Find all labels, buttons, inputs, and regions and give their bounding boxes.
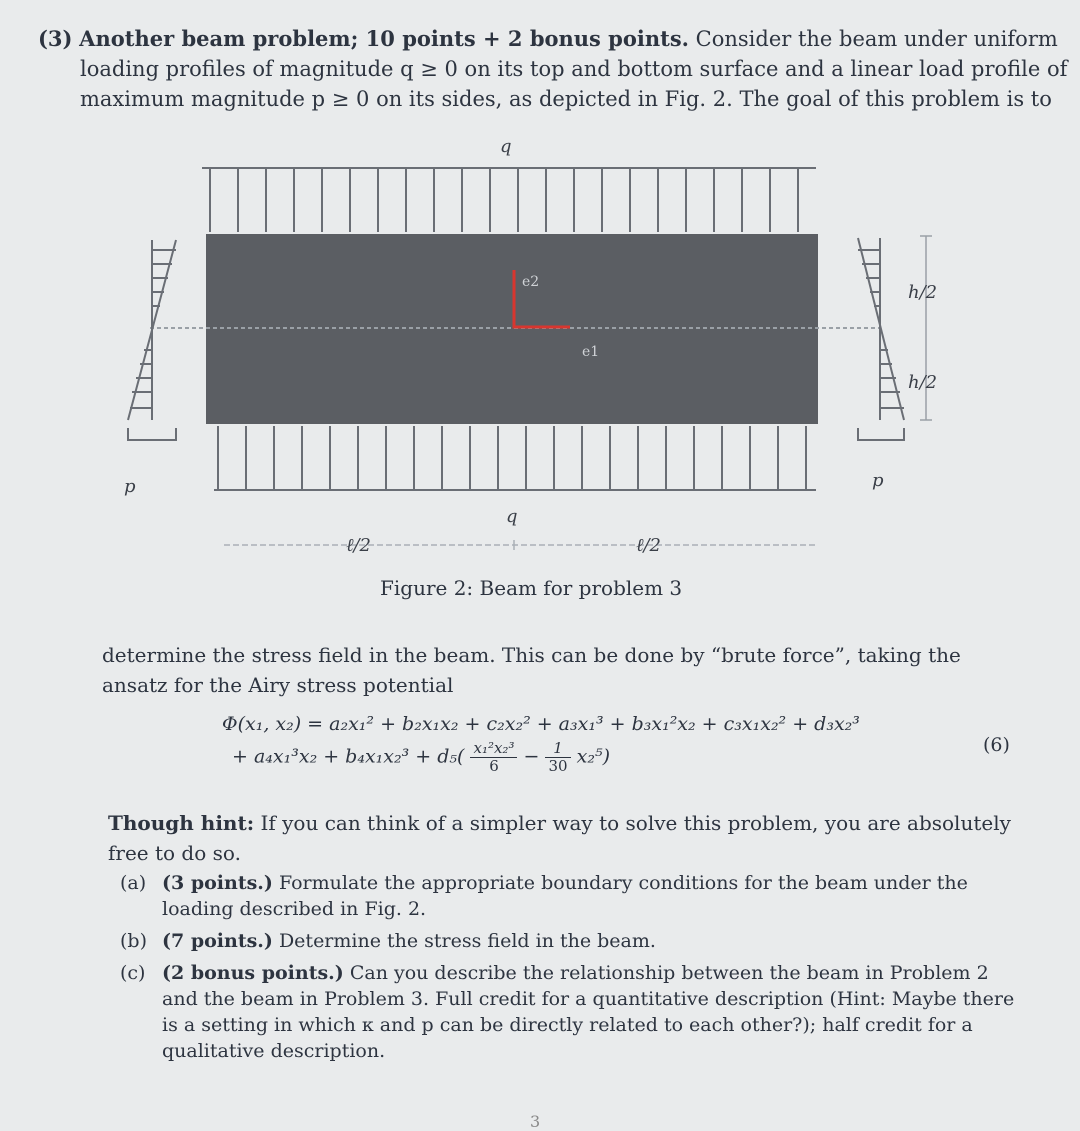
subproblem-a [120, 870, 1020, 922]
left-side-load [128, 240, 176, 440]
equation-line-2 [222, 740, 1022, 775]
length-dimension [224, 540, 818, 550]
subproblem-b-points: (7 points.) [162, 930, 273, 952]
bottom-load-arrows [218, 426, 806, 490]
subproblem-a-label: (a) [120, 872, 147, 894]
subproblem-a-points: (3 points.) [162, 872, 273, 894]
page-number: 3 [530, 1112, 541, 1131]
body-paragraph: determine the stress field in the beam. This can be done by “brute force”, taking the ansatz for the Airy stress potential [102, 643, 961, 697]
label-l-left: ℓ/2 [346, 535, 372, 556]
subproblem-c [120, 960, 1020, 1064]
equation-line-1: Φ(x₁, x₂) = a₂x₁² + b₂x₁x₂ + c₂x₂² + a₃x₁³ + b₃x₁²x₂ + c₃x₁x₂² + d₃x₂³ [222, 713, 860, 735]
problem-intro-3: maximum magnitude p ≥ 0 on its sides, as depicted in Fig. 2. The goal of this problem is to [80, 87, 1052, 111]
right-side-load [858, 238, 904, 440]
hint-text: If you can think of a simpler way to solve this problem, you are absolutely free to do so. [108, 811, 1011, 865]
subproblem-a-text: Formulate the appropriate boundary conditions for the beam under the loading described in Fig. 2. [162, 872, 968, 920]
label-l-right: ℓ/2 [636, 535, 662, 556]
label-p-right: p [872, 470, 884, 491]
top-load-arrows [210, 168, 798, 232]
hint-paragraph [108, 808, 1028, 868]
label-q-top: q [500, 136, 512, 157]
label-e2: e2 [522, 274, 540, 290]
beam-figure [0, 130, 1080, 600]
figure-caption: Figure 2: Beam for problem 3 [380, 576, 683, 600]
subproblem-b-label: (b) [120, 930, 147, 952]
label-h-upper: h/2 [908, 282, 938, 303]
subproblem-c-text: Can you describe the relationship between the beam in Problem 2 and the beam in Problem 3. Full credit for a quantitative description (Hint: Maybe there is a setting in which κ and p can be directly related to each other?); half credit for a qualitative description. [162, 962, 1015, 1062]
fraction-1-numerator: x₁²x₂³ [470, 740, 517, 758]
subproblem-c-label: (c) [120, 962, 146, 984]
problem-title: Another beam problem; 10 points + 2 bonus points. [79, 26, 689, 51]
subproblem-b [120, 928, 1020, 954]
fraction-1-denominator: 6 [489, 757, 499, 775]
airy-equation [222, 708, 1022, 775]
problem-intro-1: Consider the beam under uniform [695, 27, 1058, 51]
hint-label: Though hint: [108, 811, 255, 835]
equation-tail: x₂⁵) [576, 745, 610, 768]
label-h-lower: h/2 [908, 372, 938, 393]
subproblem-c-points: (2 bonus points.) [162, 962, 344, 984]
equation-line-2-prefix: + a₄x₁³x₂ + b₄x₁x₂³ + d₅( [232, 745, 465, 768]
problem-intro-2: loading profiles of magnitude q ≥ 0 on its top and bottom surface and a linear load profile of [80, 57, 1068, 81]
label-p-left: p [124, 476, 136, 497]
subproblem-list [120, 870, 1020, 1070]
subproblem-b-text: Determine the stress field in the beam. [278, 930, 656, 952]
label-q-bottom: q [506, 506, 518, 527]
equation-fraction-2 [545, 740, 570, 775]
equation-number: (6) [983, 734, 1010, 756]
equation-fraction-1 [470, 740, 517, 775]
fraction-2-numerator: 1 [545, 740, 570, 758]
problem-number: (3) [38, 26, 73, 51]
problem-header [38, 24, 1068, 114]
fraction-2-denominator: 30 [548, 757, 568, 775]
equation-minus: − [523, 745, 546, 768]
label-e1: e1 [582, 344, 600, 360]
